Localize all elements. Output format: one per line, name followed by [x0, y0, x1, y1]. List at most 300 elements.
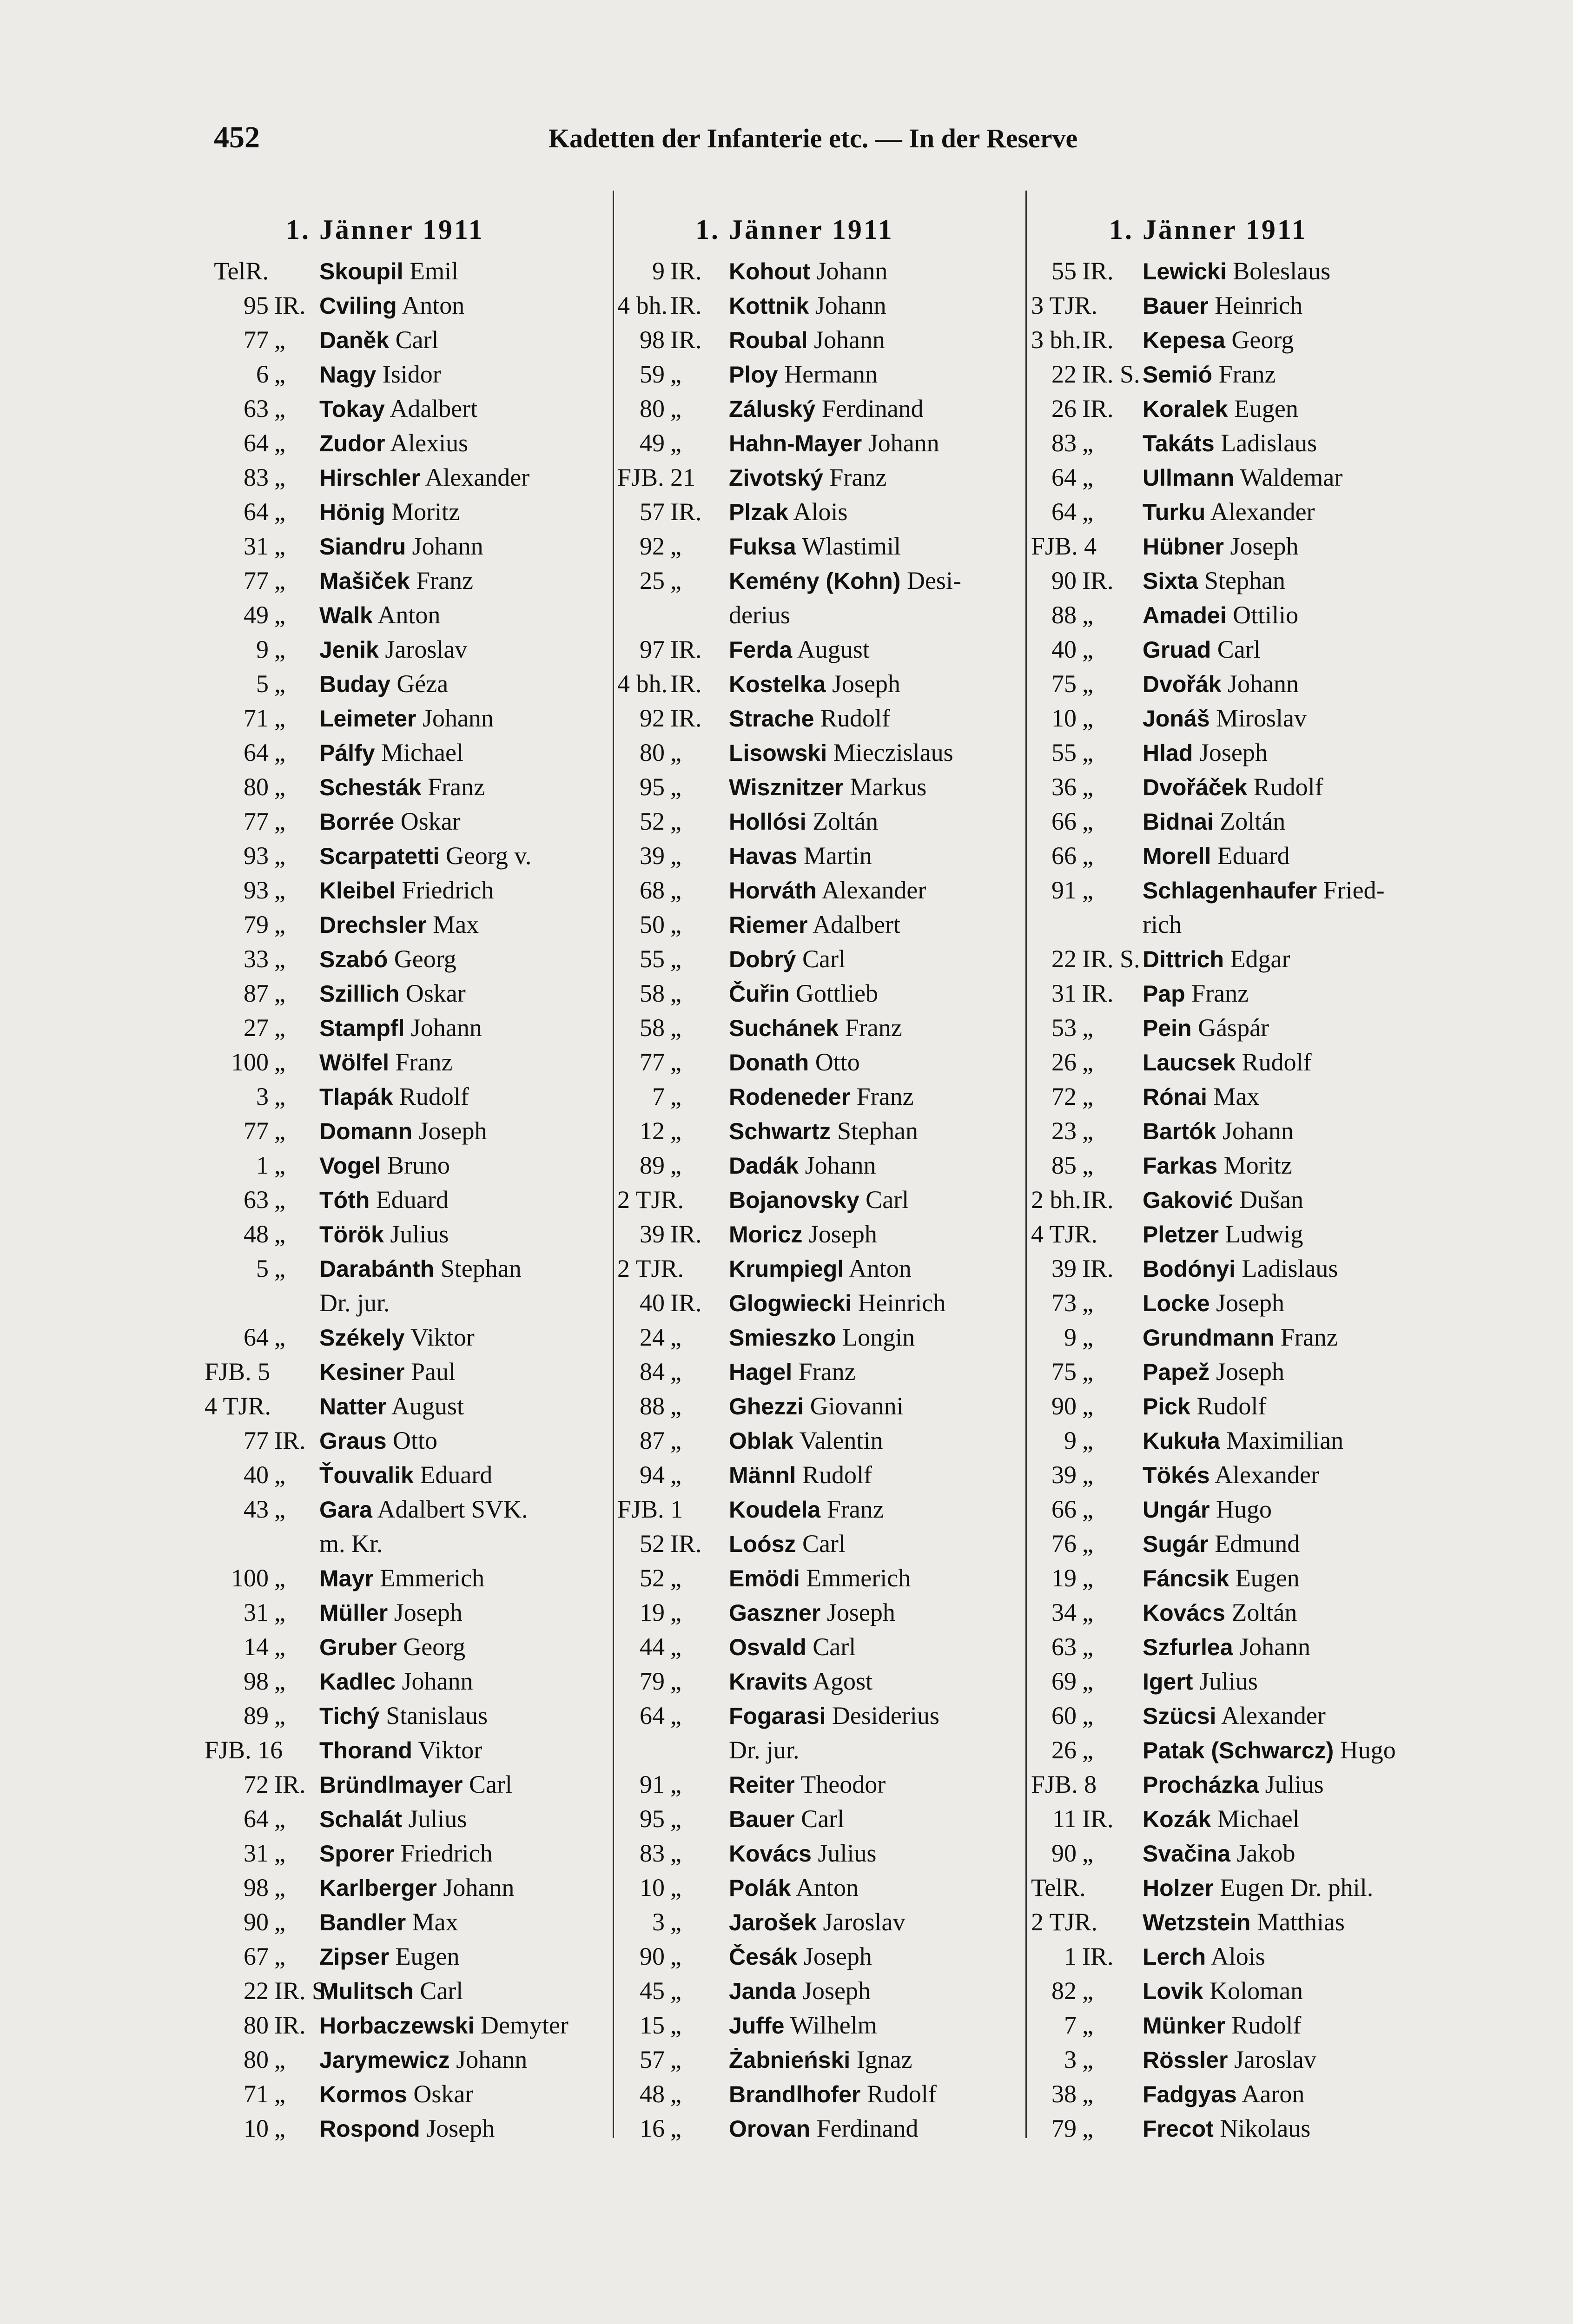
- unit-abbrev: „: [274, 1564, 285, 1592]
- surname: Graus: [319, 1428, 387, 1454]
- person-name: [1143, 291, 1302, 320]
- surname: Tökés: [1143, 1462, 1210, 1488]
- person-name: [1143, 1598, 1297, 1627]
- unit-abbrev: „: [1082, 1048, 1093, 1076]
- person-name: [319, 2045, 527, 2074]
- given-name: Joseph: [803, 1942, 872, 1970]
- person-name: [1143, 1873, 1373, 1902]
- unit-number: 10: [244, 2114, 269, 2142]
- unit-number: 40: [1051, 635, 1077, 663]
- person-name: [729, 1185, 909, 1214]
- surname: Jonáš: [1143, 706, 1210, 732]
- unit-number: 60: [1051, 1702, 1077, 1730]
- unit-abbrev: „: [274, 2114, 285, 2142]
- given-name: Alexander: [1215, 1461, 1319, 1489]
- person-name: [729, 1908, 905, 1936]
- given-name: Zoltán: [1220, 807, 1286, 835]
- given-name: Otto: [815, 1048, 860, 1076]
- surname: Bandler: [319, 1909, 406, 1935]
- unit-number: 95: [244, 291, 269, 319]
- person-name: [729, 1564, 911, 1592]
- unit-number: 90: [244, 1908, 269, 1936]
- surname: Zivotský: [729, 465, 823, 491]
- surname: Pálfy: [319, 740, 375, 766]
- unit-number: 31: [244, 532, 269, 560]
- unit-abbrev: IR.: [1082, 395, 1114, 423]
- person-name: [319, 1873, 514, 1902]
- unit-abbrev: IR.: [670, 704, 702, 732]
- surname: Bründlmayer: [319, 1772, 463, 1798]
- unit-abbrev: „: [1082, 1461, 1093, 1489]
- unit-number: 66: [1051, 807, 1077, 835]
- surname: Smieszko: [729, 1325, 836, 1351]
- unit-number: 39: [640, 1220, 665, 1248]
- unit-abbrev: „: [670, 360, 681, 388]
- given-name: Georg v.: [445, 842, 532, 870]
- given-name: August: [391, 1392, 464, 1420]
- unit-number: 27: [244, 1014, 269, 1042]
- given-name: Joseph: [418, 1117, 487, 1145]
- surname: Gaković: [1143, 1187, 1233, 1213]
- person-name: [1143, 1392, 1266, 1420]
- surname: Grundmann: [1143, 1325, 1275, 1351]
- surname: Semió: [1143, 362, 1213, 388]
- person-name: [319, 1976, 463, 2005]
- person-name: [1143, 1839, 1295, 1868]
- surname: Münker: [1143, 2013, 1225, 2039]
- surname: Pletzer: [1143, 1221, 1219, 1248]
- surname: Hahn-Mayer: [729, 430, 862, 456]
- given-name: Rudolf: [1196, 1392, 1267, 1420]
- unit-number: 72: [244, 1770, 269, 1798]
- person-name: [729, 429, 939, 457]
- surname: Mulitsch: [319, 1978, 414, 2004]
- unit-abbrev: IR.: [1082, 1254, 1114, 1282]
- unit-number: 33: [244, 945, 269, 973]
- person-name: [729, 1220, 877, 1248]
- given-name: Johann: [1228, 670, 1299, 698]
- person-name: [729, 635, 870, 664]
- unit-number: 39: [640, 842, 665, 870]
- given-name: Max: [412, 1908, 458, 1936]
- unit-number: 12: [640, 1117, 665, 1145]
- unit-abbrev: „: [1082, 1977, 1093, 2005]
- person-name: [319, 1392, 464, 1420]
- surname: Gaszner: [729, 1600, 821, 1626]
- given-name: Alexander: [821, 876, 926, 904]
- person-name: [729, 2114, 919, 2143]
- person-name: [1143, 2114, 1310, 2143]
- unit-number: 11: [1052, 1805, 1077, 1833]
- person-name: [1143, 1013, 1269, 1042]
- given-name: Giovanni: [810, 1392, 904, 1420]
- given-name: Anton: [848, 1254, 912, 1282]
- surname: Mayr: [319, 1565, 374, 1591]
- unit-abbrev: „: [274, 704, 285, 732]
- unit-abbrev: „: [1082, 1633, 1093, 1661]
- surname: Farkas: [1143, 1153, 1218, 1179]
- unit-abbrev: „: [274, 601, 285, 629]
- person-name: [1143, 1976, 1303, 2005]
- unit-abbrev: IR.: [670, 1289, 702, 1317]
- unit-number: 69: [1051, 1667, 1077, 1695]
- given-name: Ignaz: [856, 2046, 912, 2073]
- surname: Polák: [729, 1875, 791, 1901]
- surname: Orovan: [729, 2116, 811, 2142]
- given-name: Alois: [1210, 1942, 1265, 1970]
- person-name: [319, 1288, 390, 1317]
- unit-abbrev: „: [274, 1702, 285, 1730]
- given-name: Desiderius: [832, 1702, 939, 1730]
- unit-number: 2 TJR.: [617, 1254, 684, 1282]
- unit-number: 52: [640, 807, 665, 835]
- unit-number: 15: [640, 2011, 665, 2039]
- surname: Tóth: [319, 1187, 370, 1213]
- surname: Amadei: [1143, 602, 1227, 628]
- person-name: [319, 1357, 456, 1386]
- unit-number: 2 TJR.: [617, 1186, 684, 1214]
- unit-number: 84: [640, 1358, 665, 1386]
- unit-number: 22: [1051, 360, 1077, 388]
- unit-number: 19: [1051, 1564, 1077, 1592]
- unit-number: 59: [640, 360, 665, 388]
- given-name: Eugen: [1234, 395, 1298, 423]
- given-name: Hermann: [784, 360, 878, 388]
- surname: Donath: [729, 1050, 809, 1076]
- unit-abbrev: IR. S.: [1082, 360, 1140, 388]
- unit-number: 63: [244, 395, 269, 423]
- surname: Dobrý: [729, 946, 796, 972]
- unit-abbrev: „: [1082, 2046, 1093, 2073]
- unit-number: 31: [244, 1598, 269, 1626]
- person-name: [1143, 1460, 1319, 1489]
- unit-abbrev: „: [274, 1874, 285, 1901]
- unit-abbrev: „: [1082, 704, 1093, 732]
- given-name: Moritz: [1223, 1151, 1292, 1179]
- given-name: Fried-: [1323, 876, 1385, 904]
- column-rule: [1025, 191, 1027, 2138]
- surname: Kovács: [1143, 1600, 1225, 1626]
- unit-abbrev: „: [670, 1702, 681, 1730]
- given-name: Rudolf: [1242, 1048, 1312, 1076]
- given-name: Ottilio: [1233, 601, 1299, 629]
- given-name: Jaroslav: [1234, 2046, 1316, 2073]
- person-name: [729, 1116, 918, 1145]
- unit-number: 64: [244, 1323, 269, 1351]
- person-name: [1143, 601, 1298, 629]
- unit-number: 50: [640, 911, 665, 938]
- surname: Skoupil: [319, 258, 403, 284]
- person-name: [319, 1254, 522, 1283]
- person-name: [729, 2045, 912, 2074]
- unit-number: 53: [1051, 1014, 1077, 1042]
- surname: Horbaczewski: [319, 2013, 475, 2039]
- unit-abbrev: „: [1082, 1667, 1093, 1695]
- surname: Janda: [729, 1978, 796, 2004]
- given-name: Carl: [395, 326, 439, 354]
- person-name: [319, 979, 466, 1008]
- surname: Ťouvalik: [319, 1462, 414, 1488]
- person-name: [319, 704, 494, 733]
- unit-number: 71: [244, 704, 269, 732]
- unit-abbrev: IR.: [274, 2011, 306, 2039]
- surname: Bartók: [1143, 1118, 1216, 1144]
- person-name: [1143, 2080, 1304, 2108]
- given-name: Otto: [393, 1426, 438, 1454]
- person-name: [729, 1942, 872, 1971]
- unit-abbrev: „: [274, 1667, 285, 1695]
- given-name: Rudolf: [866, 2080, 937, 2108]
- person-name: [1143, 1701, 1326, 1730]
- given-name: Ludwig: [1225, 1220, 1303, 1248]
- unit-abbrev: „: [670, 1598, 681, 1626]
- surname: Suchánek: [729, 1015, 839, 1041]
- unit-number: 38: [1051, 2080, 1077, 2108]
- unit-number: 57: [640, 2046, 665, 2073]
- given-name: Emmerich: [380, 1564, 485, 1592]
- given-name: Joseph: [832, 670, 900, 698]
- unit-abbrev: IR.: [1082, 1942, 1114, 1970]
- given-name: Johann: [412, 532, 483, 560]
- unit-abbrev: „: [1082, 670, 1093, 698]
- surname: Ullmann: [1143, 465, 1235, 491]
- person-name: [1143, 1667, 1258, 1696]
- given-name: Joseph: [808, 1220, 877, 1248]
- unit-abbrev: „: [1082, 1117, 1093, 1145]
- unit-number: 77: [244, 326, 269, 354]
- unit-abbrev: IR.: [1082, 257, 1114, 285]
- unit-abbrev: „: [670, 1667, 681, 1695]
- unit-abbrev: IR.: [670, 1220, 702, 1248]
- given-name: Ladislaus: [1242, 1254, 1338, 1282]
- surname: Česák: [729, 1944, 798, 1970]
- unit-abbrev: „: [670, 1392, 681, 1420]
- surname: Ploy: [729, 362, 778, 388]
- surname: Walk: [319, 602, 373, 628]
- unit-number: 83: [244, 463, 269, 491]
- unit-abbrev: „: [274, 1942, 285, 1970]
- person-name: [1143, 1426, 1343, 1455]
- unit-number: 1: [1064, 1942, 1077, 1970]
- surname: Wetzstein: [1143, 1909, 1251, 1935]
- unit-number: 23: [1051, 1117, 1077, 1145]
- unit-abbrev: „: [670, 739, 681, 766]
- surname: Domann: [319, 1118, 412, 1144]
- given-name: Boleslaus: [1233, 257, 1331, 285]
- person-name: [729, 463, 886, 492]
- unit-abbrev: IR.: [1082, 979, 1114, 1007]
- given-name: Stephan: [1204, 567, 1285, 594]
- person-name: [319, 944, 456, 973]
- given-name: Carl: [813, 1633, 856, 1661]
- person-name: [319, 1426, 437, 1455]
- unit-number: 98: [244, 1874, 269, 1901]
- unit-abbrev: IR.: [670, 291, 702, 319]
- unit-number: 34: [1051, 1598, 1077, 1626]
- surname: Havas: [729, 843, 798, 869]
- person-name: [729, 1839, 876, 1868]
- unit-abbrev: „: [274, 739, 285, 766]
- given-name: Zoltán: [813, 807, 879, 835]
- surname: Bodónyi: [1143, 1256, 1236, 1282]
- given-name: Alexander: [1210, 498, 1315, 526]
- surname: Laucsek: [1143, 1050, 1236, 1076]
- unit-number: 10: [640, 1874, 665, 1901]
- unit-abbrev: „: [1082, 2080, 1093, 2108]
- person-name: [1143, 772, 1323, 801]
- person-name: [319, 1116, 487, 1145]
- unit-number: 67: [244, 1942, 269, 1970]
- unit-number: 64: [1051, 463, 1077, 491]
- given-name: Carl: [1217, 635, 1261, 663]
- unit-abbrev: „: [274, 360, 285, 388]
- unit-number: 48: [640, 2080, 665, 2108]
- person-name: [319, 1151, 450, 1180]
- unit-abbrev: „: [274, 1461, 285, 1489]
- unit-number: 75: [1051, 670, 1077, 698]
- person-name: [319, 1632, 465, 1661]
- unit-number: 90: [640, 1942, 665, 1970]
- unit-abbrev: IR. S.: [274, 1977, 332, 2005]
- surname: Kozák: [1143, 1806, 1211, 1832]
- unit-number: 77: [244, 1117, 269, 1145]
- surname: Gruad: [1143, 637, 1211, 663]
- unit-number: 80: [244, 773, 269, 801]
- unit-number: 91: [1051, 876, 1077, 904]
- person-name: [1143, 532, 1299, 561]
- unit-number: 80: [640, 395, 665, 423]
- unit-abbrev: „: [670, 2046, 681, 2073]
- given-name: Joseph: [802, 1977, 871, 2005]
- surname: Buday: [319, 671, 390, 697]
- unit-number: 5: [256, 1254, 269, 1282]
- unit-abbrev: „: [670, 1908, 681, 1936]
- person-name: [319, 1839, 493, 1868]
- surname: Hirschler: [319, 465, 420, 491]
- unit-number: 68: [640, 876, 665, 904]
- person-name: [729, 325, 885, 354]
- unit-abbrev: „: [1082, 635, 1093, 663]
- unit-number: 7: [1064, 2011, 1077, 2039]
- person-name: [1143, 1942, 1265, 1971]
- given-name: Markus: [850, 773, 927, 801]
- given-name: Stephan: [837, 1117, 918, 1145]
- given-name: Martin: [803, 842, 872, 870]
- surname: Żabnieński: [729, 2047, 851, 2073]
- surname: Kesiner: [319, 1359, 405, 1385]
- unit-abbrev: „: [670, 979, 681, 1007]
- unit-number: 87: [244, 979, 269, 1007]
- unit-number: 52: [640, 1564, 665, 1592]
- unit-number: 77: [244, 567, 269, 594]
- unit-number: FJB. 21: [617, 463, 696, 491]
- surname: Glogwiecki: [729, 1290, 852, 1316]
- person-name: [729, 807, 878, 836]
- unit-abbrev: „: [670, 1770, 681, 1798]
- unit-abbrev: „: [274, 1908, 285, 1936]
- person-name: [319, 257, 458, 285]
- given-name: Bruno: [387, 1151, 450, 1179]
- person-name: [729, 1254, 912, 1283]
- unit-abbrev: „: [274, 567, 285, 594]
- person-name: [319, 1736, 482, 1764]
- person-name: [319, 291, 464, 320]
- surname: Pap: [1143, 981, 1185, 1007]
- unit-number: 1: [256, 1151, 269, 1179]
- given-name: Johann: [813, 326, 885, 354]
- given-name: Mieczislaus: [833, 739, 953, 766]
- surname: Rössler: [1143, 2047, 1228, 2073]
- unit-abbrev: „: [670, 2080, 681, 2108]
- surname: Ferda: [729, 637, 793, 663]
- person-name: [729, 1804, 844, 1833]
- surname: Pick: [1143, 1393, 1190, 1419]
- person-name: [319, 1185, 449, 1214]
- person-name: [319, 497, 460, 526]
- surname: Koudela: [729, 1497, 821, 1523]
- person-name: [729, 1598, 895, 1627]
- person-name: [319, 669, 448, 698]
- unit-number: 64: [640, 1702, 665, 1730]
- person-name: [319, 635, 467, 664]
- surname: Szabó: [319, 946, 388, 972]
- unit-number: 55: [1051, 739, 1077, 766]
- unit-number: TelR.: [1031, 1874, 1086, 1901]
- given-name: Adalbert: [813, 911, 900, 938]
- surname: Dvořák: [1143, 671, 1222, 697]
- surname: Dittrich: [1143, 946, 1224, 972]
- unit-abbrev: „: [1082, 1358, 1093, 1386]
- person-name: [319, 1701, 488, 1730]
- given-name: Jaroslav: [823, 1908, 905, 1936]
- person-name: [1143, 669, 1299, 698]
- unit-abbrev: „: [1082, 1702, 1093, 1730]
- given-name: Franz: [1218, 360, 1276, 388]
- unit-abbrev: „: [274, 1083, 285, 1110]
- unit-abbrev: „: [670, 1942, 681, 1970]
- person-name: [729, 601, 790, 629]
- unit-number: 14: [244, 1633, 269, 1661]
- person-name: [1143, 1529, 1300, 1558]
- unit-number: 55: [1051, 257, 1077, 285]
- given-name: Anton: [377, 601, 441, 629]
- unit-abbrev: IR. S.: [1082, 945, 1140, 973]
- surname: Schlagenhaufer: [1143, 878, 1317, 904]
- surname: Kemény (Kohn): [729, 568, 901, 594]
- person-name: [729, 704, 890, 733]
- unit-number: 87: [640, 1426, 665, 1454]
- surname: Dvořáček: [1143, 774, 1248, 800]
- unit-abbrev: „: [274, 1805, 285, 1833]
- person-name: [319, 910, 479, 939]
- surname: Rónai: [1143, 1084, 1207, 1110]
- unit-number: 44: [640, 1633, 665, 1661]
- person-name: [729, 394, 924, 423]
- surname: Tichý: [319, 1703, 380, 1729]
- person-name: [1143, 807, 1285, 836]
- unit-abbrev: „: [670, 2011, 681, 2039]
- person-name: [1143, 1495, 1272, 1524]
- surname: Dadák: [729, 1153, 799, 1179]
- person-name: [1143, 394, 1298, 423]
- surname: Takáts: [1143, 430, 1215, 456]
- surname: Kleibel: [319, 878, 396, 904]
- given-name: Georg: [1231, 326, 1294, 354]
- surname: Rospond: [319, 2116, 420, 2142]
- given-name: Carl: [469, 1770, 512, 1798]
- person-name: [729, 1632, 856, 1661]
- unit-number: 26: [1051, 1048, 1077, 1076]
